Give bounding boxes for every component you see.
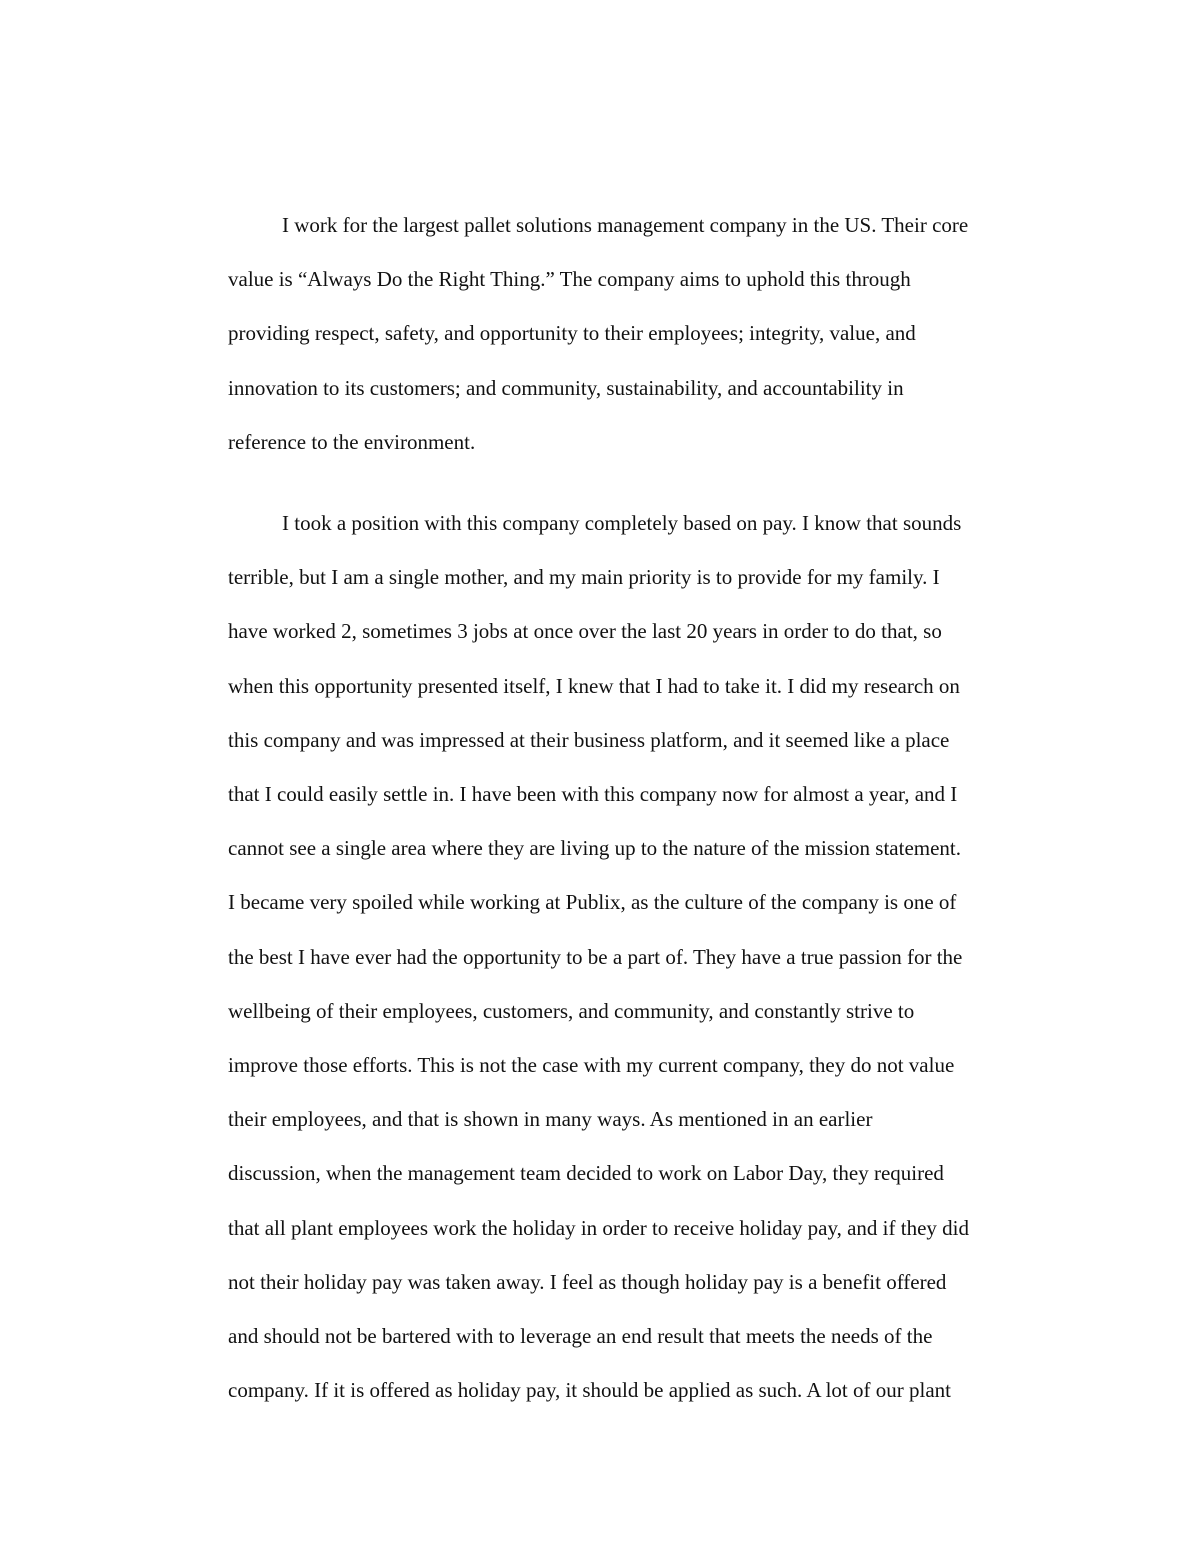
- paragraph-line: improve those efforts. This is not the case with my current company, they do not value: [228, 1053, 955, 1077]
- paragraph-line: I took a position with this company completely based on pay. I know that sounds: [282, 511, 962, 535]
- paragraph-line: have worked 2, sometimes 3 jobs at once over the last 20 years in order to do that, so: [228, 619, 942, 644]
- paragraph-line: that I could easily settle in. I have been with this company now for almost a year, and I: [228, 782, 958, 806]
- paragraph-line: providing respect, safety, and opportunity to their employees; integrity, value, and: [228, 321, 916, 346]
- paragraph-line: I work for the largest pallet solutions management company in the US. Their core: [282, 213, 969, 237]
- paragraph-line: not their holiday pay was taken away. I feel as though holiday pay is a benefit offered: [228, 1269, 947, 1294]
- paragraph-line: reference to the environment.: [228, 429, 476, 454]
- paragraph-line: wellbeing of their employees, customers, and community, and constantly strive to: [228, 998, 915, 1023]
- paragraph-line: company. If it is offered as holiday pay, it should be applied as such. A lot of our plant: [228, 1378, 951, 1403]
- paragraph-line: innovation to its customers; and community, sustainability, and accountability in: [228, 375, 904, 400]
- paragraph-line: value is “Always Do the Right Thing.” The company aims to uphold this through: [228, 267, 911, 292]
- paragraph-line: the best I have ever had the opportunity to be a part of. They have a true passion for the: [228, 944, 963, 969]
- paragraph-line: this company and was impressed at their business platform, and it seemed like a place: [228, 727, 950, 752]
- paragraph-line: I became very spoiled while working at Publix, as the culture of the company is one of: [228, 890, 957, 915]
- paragraph-line: discussion, when the management team decided to work on Labor Day, they required: [228, 1161, 944, 1186]
- paragraph-line: cannot see a single area where they are living up to the nature of the mission statement.: [228, 836, 962, 861]
- paragraph-line: their employees, and that is shown in many ways. As mentioned in an earlier: [228, 1107, 873, 1132]
- paragraph-line: and should not be bartered with to leverage an end result that meets the needs of the: [228, 1324, 933, 1348]
- paragraph-line: terrible, but I am a single mother, and my main priority is to provide for my family. I: [228, 565, 940, 590]
- paragraph-line: when this opportunity presented itself, I knew that I had to take it. I did my research on: [228, 673, 960, 698]
- paragraph-line: that all plant employees work the holiday in order to receive holiday pay, and if they did: [228, 1215, 969, 1240]
